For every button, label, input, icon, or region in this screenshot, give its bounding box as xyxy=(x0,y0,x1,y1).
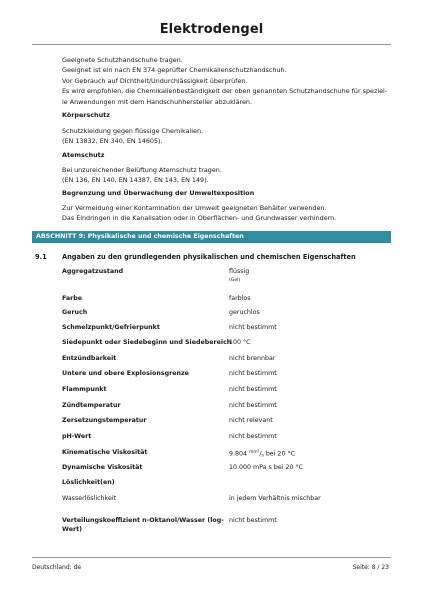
prop-value-explosion: nicht bestimmt xyxy=(229,370,277,377)
prop-label-kin-visc: Kinematische Viskosität xyxy=(62,449,148,456)
text-line: Es wird empfohlen, die Chemikalienbeständigkeit der oben genannten Schutzhandschuhe für speziel- xyxy=(62,87,388,96)
prop-value-partition: nicht bestimmt xyxy=(229,517,277,524)
prop-label-solubility: Löslichkeit(en) xyxy=(62,479,115,486)
prop-sub-aggregate: (Gel) xyxy=(229,278,241,283)
section-9-band-label: ABSCHNITT 9: Physikalische und chemische Eigenschaften xyxy=(36,233,244,240)
prop-value-color: farblos xyxy=(229,295,251,302)
kin-visc-condition: bei 20 °C xyxy=(265,450,295,458)
text-line: Geeignet ist ein nach EN 374 geprüfter Chemikalienschutzhandschuh. xyxy=(62,66,287,75)
prop-value-kin-visc xyxy=(229,448,295,461)
prop-label-water-solubility: Wasserlöslichkeit xyxy=(62,495,117,502)
body-protection-text xyxy=(62,126,402,147)
prop-label-odor: Geruch xyxy=(62,309,88,316)
prop-value-melting: nicht bestimmt xyxy=(229,324,277,331)
environment-heading: Begrenzung und Überwachung der Umweltexposition xyxy=(62,189,255,197)
prop-label-melting: Schmelzpunkt/Gefrierpunkt xyxy=(62,324,160,331)
kin-visc-unit-num: mm² xyxy=(249,450,260,455)
prop-value-flammability: nicht brennbar xyxy=(229,355,276,362)
prop-value-ignition: nicht bestimmt xyxy=(229,402,277,409)
prop-value-boiling: 100 °C xyxy=(229,339,251,346)
text-line: (EN 13832, EN 340, EN 14605). xyxy=(62,137,163,146)
prop-value-aggregate: flüssig xyxy=(229,268,250,275)
kin-visc-number: 9.804 xyxy=(229,450,248,458)
partition-label-line: Wert) xyxy=(62,526,82,534)
document-title: Elektrodengel xyxy=(159,22,264,37)
text-line: le Anwendungen mit dem Handschuhhersteller abzuklären. xyxy=(62,97,252,106)
footer-country: Deutschland: de xyxy=(32,564,82,571)
subsection-number: 9.1 xyxy=(35,253,47,261)
prop-label-boiling: Siedepunkt oder Siedebeginn und Siedebereich xyxy=(62,339,232,346)
respiratory-text xyxy=(62,165,402,186)
text-line: (EN 136, EN 140, EN 14387, EN 143, EN 149). xyxy=(62,176,209,185)
prop-label-ignition: Zündtemperatur xyxy=(62,402,121,409)
subsection-title: Angaben zu den grundlegenden physikalischen und chemischen Eigenschaften xyxy=(62,253,356,261)
prop-label-dyn-visc: Dynamische Viskosität xyxy=(62,464,143,471)
text-line: Schutzkleidung gegen flüssige Chemikalien. xyxy=(62,127,204,135)
environment-text xyxy=(62,203,402,224)
prop-value-ph: nicht bestimmt xyxy=(229,433,277,440)
text-line: Das Eindringen in die Kanalisation oder in Oberflächen- und Grundwasser verhindern. xyxy=(62,214,337,223)
text-line: Zur Vermeidung einer Kontamination der Umwelt geeigneten Behälter verwenden. xyxy=(62,204,327,212)
hand-protection-text xyxy=(62,55,402,107)
prop-label-flashpoint: Flammpunkt xyxy=(62,386,107,393)
kin-visc-unit-sep: / xyxy=(259,450,262,458)
prop-label-partition xyxy=(62,516,224,535)
prop-label-explosion: Untere und obere Explosionsgrenze xyxy=(62,370,189,377)
prop-value-flashpoint: nicht bestimmt xyxy=(229,386,277,393)
footer-page-number: Seite: 8 / 23 xyxy=(352,564,389,571)
footer-divider xyxy=(32,557,391,558)
text-line: Vor Gebrauch auf Dichtheit/Undurchlässigkeit überprüfen. xyxy=(62,76,248,85)
section-9-band xyxy=(32,231,391,243)
kin-visc-unit-den: s xyxy=(261,453,264,459)
prop-value-odor: geruchlos xyxy=(229,309,260,316)
prop-label-flammability: Entzündbarkeit xyxy=(62,355,117,362)
prop-value-dyn-visc: 10.000 mPa s bei 20 °C xyxy=(229,464,304,471)
respiratory-heading: Atemschutz xyxy=(62,151,105,159)
prop-value-decomposition: nicht relevant xyxy=(229,417,273,424)
prop-label-decomposition: Zersetzungstemperatur xyxy=(62,417,147,424)
partition-label-line: Verteilungskoeffizient n-Oktanol/Wasser (log- xyxy=(62,517,224,524)
prop-label-color: Farbe xyxy=(62,295,83,302)
body-protection-heading: Körperschutz xyxy=(62,111,110,119)
title-divider xyxy=(32,44,391,45)
text-line: Geeignete Schutzhandschuhe tragen. xyxy=(62,56,183,64)
prop-label-aggregate: Aggregatzustand xyxy=(62,268,124,275)
prop-value-water-solubility: in jedem Verhältnis mischbar xyxy=(229,495,321,502)
prop-label-ph: pH-Wert xyxy=(62,433,92,440)
text-line: Bei unzureichender Belüftung Atemschutz tragen. xyxy=(62,166,222,174)
